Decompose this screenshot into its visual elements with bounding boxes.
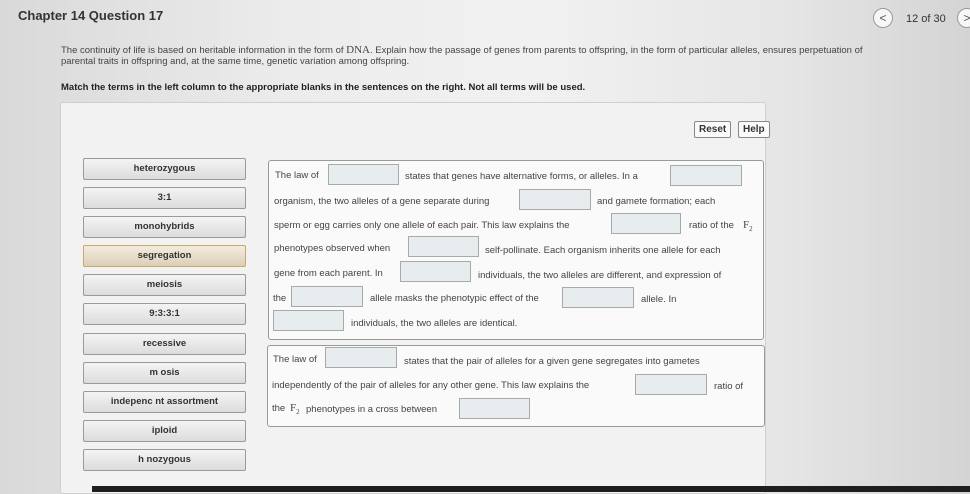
- term-segregation[interactable]: segregation: [83, 245, 246, 267]
- drop-blank[interactable]: [328, 164, 399, 185]
- f2-letter: F: [743, 219, 750, 231]
- term-9-3-3-1[interactable]: 9:3:3:1: [83, 303, 246, 325]
- sentence-text: ratio of: [714, 381, 744, 392]
- sentence-text: independently of the pair of alleles for any other gene. This law explains the: [272, 380, 590, 391]
- term-monohybrids[interactable]: monohybrids: [83, 216, 246, 238]
- sentence-text: and gamete formation; each: [597, 196, 716, 207]
- term-homozygous[interactable]: h nozygous: [83, 449, 246, 471]
- drop-blank[interactable]: [611, 213, 681, 234]
- sentence-text: states that genes have alternative forms, or alleles. In a: [405, 171, 638, 182]
- sentence-text: organism, the two alleles of a gene separate during: [274, 196, 490, 207]
- sentence-text: the: [273, 293, 287, 304]
- sentence-text: self-pollinate. Each organism inherits one allele for each: [485, 245, 721, 256]
- drop-blank[interactable]: [562, 287, 634, 308]
- sentence-text: The law of: [273, 354, 317, 365]
- drop-blank[interactable]: [408, 236, 479, 257]
- drop-blank[interactable]: [291, 286, 363, 307]
- drop-blank[interactable]: [400, 261, 471, 282]
- sentence-text: phenotypes in a cross between: [306, 404, 437, 415]
- term-heterozygous[interactable]: heterozygous: [83, 158, 246, 180]
- f2-subscript: 2: [749, 225, 753, 234]
- f2-letter: F: [290, 402, 297, 414]
- previous-question-icon[interactable]: <: [873, 8, 893, 28]
- drop-blank[interactable]: [635, 374, 707, 395]
- drop-blank[interactable]: [670, 165, 742, 186]
- f2-label: [290, 402, 300, 416]
- sentence-text: individuals, the two alleles are identical.: [351, 318, 518, 329]
- sentence-text: states that the pair of alleles for a given gene segregates into gametes: [404, 356, 700, 367]
- screen-bezel: [92, 486, 970, 492]
- instructions: Match the terms in the left column to the appropriate blanks in the sentences on the right. Not all terms will be used.: [61, 82, 586, 93]
- f2-subscript: 2: [296, 408, 300, 417]
- page-title: Chapter 14 Question 17: [18, 8, 164, 23]
- term-independent-assortment[interactable]: indepenc nt assortment: [83, 391, 246, 413]
- drop-blank[interactable]: [325, 347, 397, 368]
- term-3-1[interactable]: 3:1: [83, 187, 246, 209]
- term-mitosis[interactable]: m osis: [83, 362, 246, 384]
- sentence-text: ratio of the: [689, 220, 734, 231]
- question-prompt: [61, 45, 961, 67]
- sentence-text: individuals, the two alleles are different, and expression of: [478, 270, 722, 281]
- drop-blank[interactable]: [273, 310, 344, 331]
- prompt-text: The continuity of life is based on heritable information in the form of: [61, 45, 347, 56]
- prompt-text-line2: parental traits in offspring and, at the same time, genetic variation among offspring.: [61, 56, 410, 67]
- reset-button[interactable]: Reset: [694, 121, 731, 138]
- next-question-icon[interactable]: >: [957, 8, 970, 28]
- term-recessive[interactable]: recessive: [83, 333, 246, 355]
- sentence-text: phenotypes observed when: [274, 243, 391, 254]
- sentence-text: allele masks the phenotypic effect of the: [370, 293, 539, 304]
- sentence-text: sperm or egg carries only one allele of each pair. This law explains the: [274, 220, 570, 231]
- prompt-dna: DNA: [346, 44, 370, 56]
- question-counter: 12 of 30: [906, 13, 946, 25]
- help-button[interactable]: Help: [738, 121, 770, 138]
- prompt-text-cont: . Explain how the passage of genes from parents to offspring, in the form of particular alleles, ensures perpetuation of: [370, 45, 863, 56]
- sentence-text: The law of: [275, 170, 319, 181]
- term-meiosis[interactable]: meiosis: [83, 274, 246, 296]
- sentence-text: gene from each parent. In: [274, 268, 383, 279]
- drop-blank[interactable]: [519, 189, 591, 210]
- term-diploid[interactable]: iploid: [83, 420, 246, 442]
- drop-blank[interactable]: [459, 398, 530, 419]
- sentence-text: the: [272, 403, 286, 414]
- f2-label: [743, 219, 753, 233]
- sentence-text: allele. In: [641, 294, 677, 305]
